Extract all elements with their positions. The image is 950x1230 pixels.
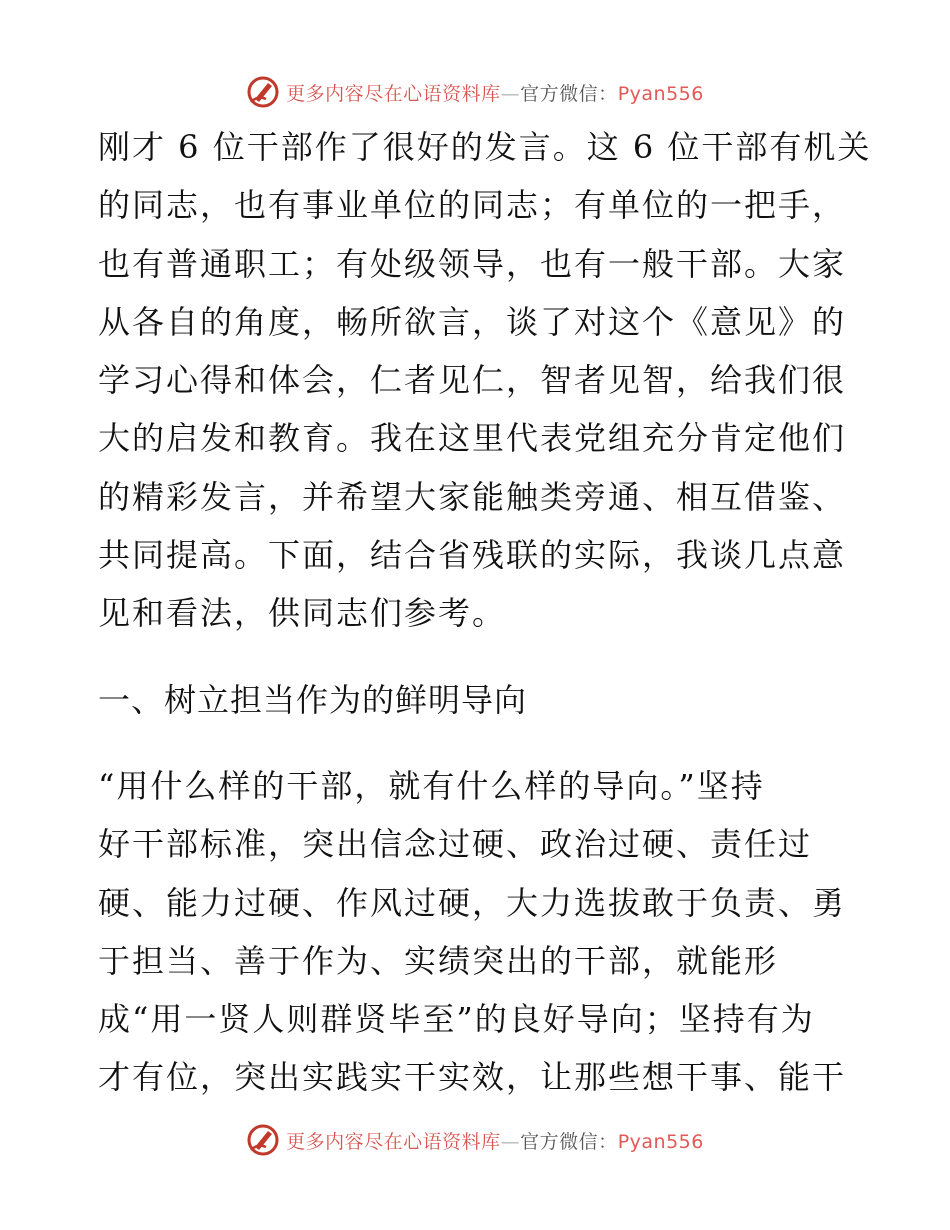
watermark-header — [0, 72, 950, 112]
watermark-main: 更多内容尽在心语资料库 — [286, 82, 501, 105]
paragraph-intro — [98, 118, 872, 643]
section-heading: 一、树立担当作为的鲜明导向 — [98, 680, 528, 719]
text-line: 刚才 6 位干部作了很好的发言。这 6 位干部有机关 — [98, 128, 872, 166]
text-line: 见和看法，供同志们参考。 — [98, 594, 507, 633]
text-line: 于担当、善于作为、实绩突出的干部，就能形 — [98, 941, 779, 980]
text-line: 也有普通职工；有处级领导，也有一般干部。大家 — [98, 244, 847, 283]
watermark-footer — [0, 1120, 950, 1160]
paragraph-spacer — [98, 729, 858, 757]
document-body — [98, 118, 872, 1107]
brand-logo-icon — [246, 1123, 280, 1157]
paragraph-section-1 — [98, 757, 858, 1107]
watermark-dash: — — [500, 82, 521, 105]
text-line: 共同提高。下面，结合省残联的实际，我谈几点意 — [98, 536, 847, 575]
text-line: 好干部标准，突出信念过硬、政治过硬、责任过 — [98, 825, 813, 864]
text-line: 从各自的角度，畅所欲言，谈了对这个《意见》的 — [98, 302, 847, 341]
brand-logo-icon — [246, 75, 280, 109]
watermark-text — [286, 79, 704, 106]
text-line: 的精彩发言，并希望大家能触类旁通、相互借鉴、 — [98, 477, 847, 516]
watermark-wechat-label: 官方微信： — [520, 1130, 618, 1153]
watermark-dash: — — [500, 1130, 521, 1153]
watermark-main: 更多内容尽在心语资料库 — [286, 1130, 501, 1153]
watermark-wechat-id: Pyan556 — [617, 82, 704, 105]
text-line: 的同志，也有事业单位的同志；有单位的一把手， — [98, 186, 847, 225]
text-line: “用什么样的干部，就有什么样的导向。”坚持 — [98, 766, 765, 805]
text-line: 成“用一贤人则群贤毕至”的良好导向；坚持有为 — [98, 1000, 815, 1039]
text-line: 大的启发和教育。我在这里代表党组充分肯定他们 — [98, 419, 847, 458]
text-line: 才有位，突出实践实干实效，让那些想干事、能干 — [98, 1058, 847, 1097]
text-line: 学习心得和体会，仁者见仁，智者见智，给我们很 — [98, 361, 847, 400]
watermark-text — [286, 1127, 704, 1154]
watermark-wechat-id: Pyan556 — [617, 1130, 704, 1153]
text-line: 硬、能力过硬、作风过硬，大力选拔敢于负责、勇 — [98, 883, 847, 922]
watermark-wechat-label: 官方微信： — [520, 82, 618, 105]
paragraph-spacer — [98, 643, 858, 671]
